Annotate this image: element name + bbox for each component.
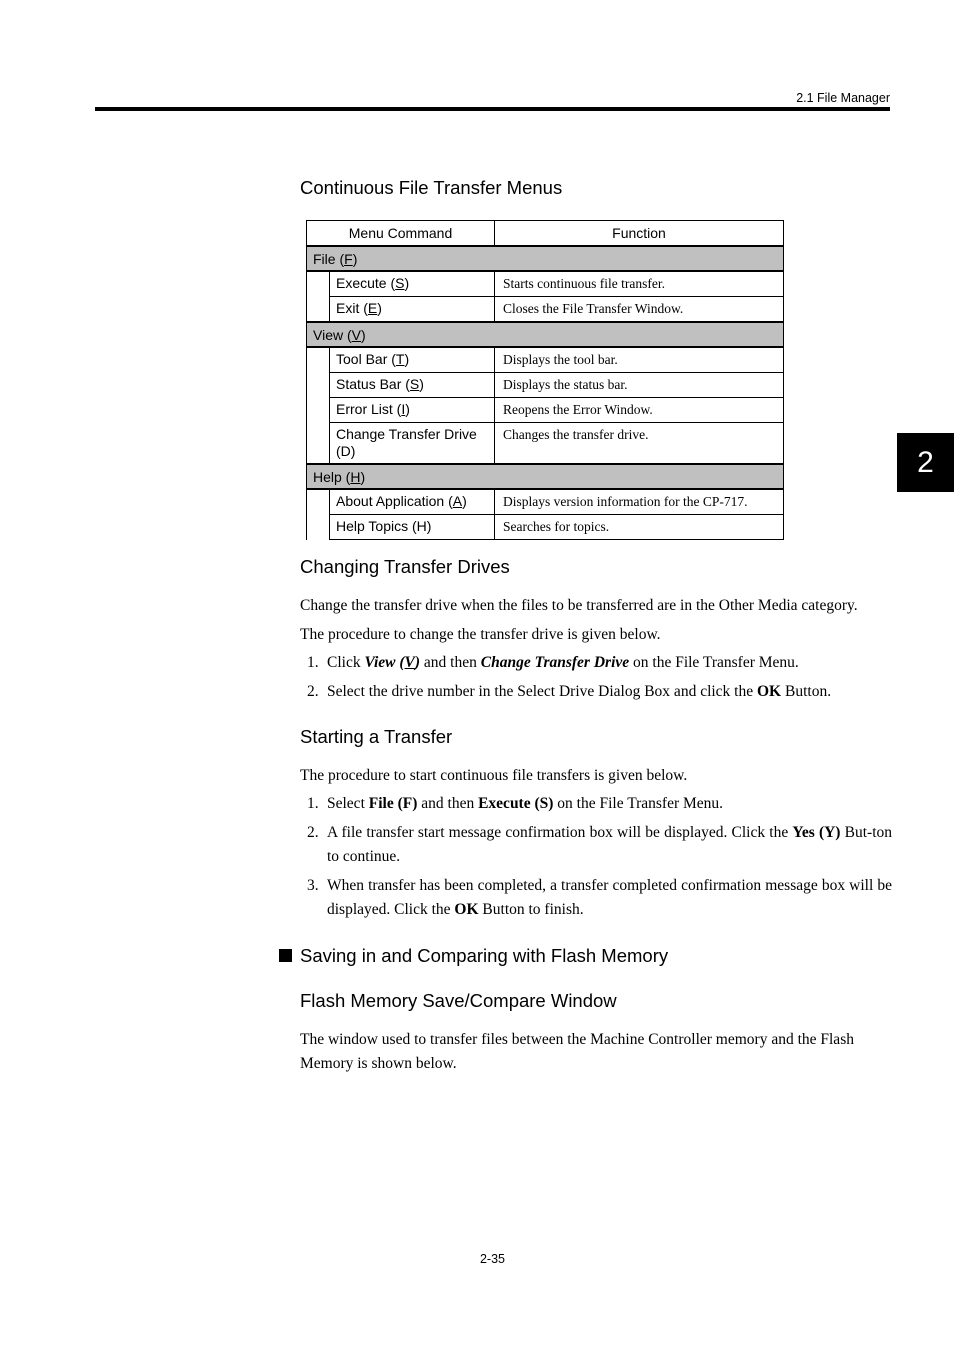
list-item: 2. A file transfer start message confirmation box will be displayed. Click the Yes (Y) But-ton to continue.: [307, 824, 892, 865]
menu-command: Status Bar (S): [330, 373, 495, 398]
paragraph: Change the transfer drive when the files to be transferred are in the Other Media category.: [300, 597, 858, 614]
menu-table: [306, 220, 784, 540]
menu-group-view: View (V): [307, 322, 784, 347]
column-header-command: Menu Command: [307, 221, 495, 247]
changing-drives-body: [300, 594, 892, 709]
menu-command: Execute (S): [330, 271, 495, 297]
menu-command: About Application (A): [330, 489, 495, 515]
paragraph: The window used to transfer files between the Machine Controller memory and the Flash Memory is shown below.: [300, 1031, 854, 1072]
menu-row: [307, 271, 784, 297]
list-item: 3. When transfer has been completed, a transfer completed confirmation message box will be displayed. Click the OK Button to finish.: [307, 877, 892, 918]
menu-function: Starts continuous file transfer.: [495, 271, 784, 297]
menu-group-file: File (F): [307, 246, 784, 271]
menu-function: Changes the transfer drive.: [495, 423, 784, 465]
paragraph: The procedure to start continuous file transfers is given below.: [300, 767, 688, 784]
starting-transfer-heading: Starting a Transfer: [300, 726, 453, 747]
menu-command: Change Transfer Drive (D): [330, 423, 495, 465]
menu-command: Help Topics (H): [330, 515, 495, 540]
menu-command: Exit (E): [330, 297, 495, 323]
menu-function: Displays the status bar.: [495, 373, 784, 398]
menu-function: Displays version information for the CP-717.: [495, 489, 784, 515]
menu-function: Displays the tool bar.: [495, 347, 784, 373]
flash-section-heading: Saving in and Comparing with Flash Memory: [300, 945, 669, 966]
menu-row: [307, 297, 784, 323]
changing-drives-steps: [300, 651, 892, 704]
header-rule: [95, 107, 890, 111]
menu-function: Closes the File Transfer Window.: [495, 297, 784, 323]
menu-row: [307, 347, 784, 373]
menu-group-help: Help (H): [307, 464, 784, 489]
menu-function: Reopens the Error Window.: [495, 398, 784, 423]
paragraph: The procedure to change the transfer drive is given below.: [300, 626, 661, 643]
menu-command: Tool Bar (T): [330, 347, 495, 373]
list-item: 1. Select File (F) and then Execute (S) on the File Transfer Menu.: [307, 795, 724, 812]
menu-row: [307, 398, 784, 423]
menu-row: [307, 515, 784, 540]
page-number: 2-35: [479, 1252, 506, 1266]
list-item: 2. Select the drive number in the Select Drive Dialog Box and click the OK Button.: [307, 683, 832, 700]
menu-row: [307, 489, 784, 515]
list-item: 1. Click View (V) and then Change Transfer Drive on the File Transfer Menu.: [307, 654, 799, 671]
running-header: 2.1 File Manager: [796, 91, 890, 105]
starting-transfer-body: [300, 764, 892, 927]
starting-transfer-steps: [300, 792, 892, 922]
flash-window-heading: Flash Memory Save/Compare Window: [300, 990, 617, 1011]
continuous-menus-heading: Continuous File Transfer Menus: [300, 177, 563, 198]
menu-command: Error List (I): [330, 398, 495, 423]
square-bullet-icon: [279, 949, 292, 962]
column-header-function: Function: [495, 221, 784, 247]
changing-drives-heading: Changing Transfer Drives: [300, 556, 510, 577]
menu-row: [307, 373, 784, 398]
menu-function: Searches for topics.: [495, 515, 784, 540]
chapter-tab: 2: [897, 433, 954, 492]
menu-row: [307, 423, 784, 465]
